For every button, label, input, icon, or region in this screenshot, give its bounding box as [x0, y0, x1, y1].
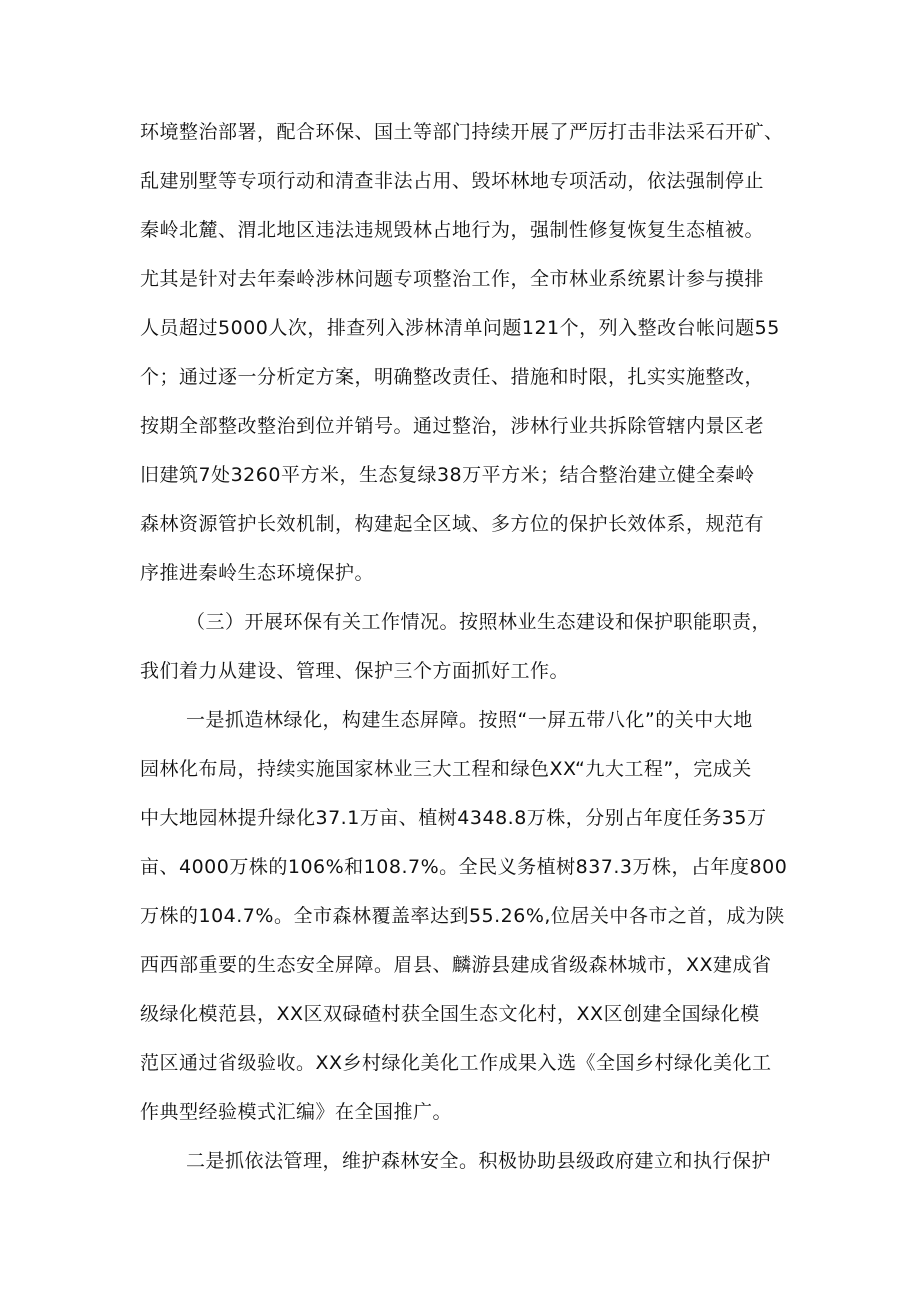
section-heading-line: （三）开展环保有关工作情况。按照林业生态建设和保护职能职责， — [186, 611, 772, 633]
paragraph-start-line: 二是抓依法管理，维护森林安全。积极协助县级政府建立和执行保护 — [186, 1150, 772, 1172]
text-line: 乱建别墅等专项行动和清查非法占用、毁坏林地专项活动，依法强制停止 — [140, 170, 765, 192]
text-line: 秦岭北麓、渭北地区违法违规毁林占地行为，强制性修复恢复生态植被。 — [140, 219, 765, 241]
text-line: 序推进秦岭生态环境保护。 — [140, 562, 375, 584]
text-line: 作典型经验模式汇编》在全国推广。 — [140, 1101, 453, 1123]
text-line: 按期全部整改整治到位并销号。通过整治，涉林行业共拆除管辖内景区老 — [140, 415, 765, 437]
text-line: 西西部重要的生态安全屏障。眉县、麟游县建成省级森林城市，XX建成省 — [140, 954, 772, 976]
text-line: 园林化布局，持续实施国家林业三大工程和绿色XX“九大工程”，完成关 — [140, 758, 752, 780]
text-line: 环境整治部署，配合环保、国土等部门持续开展了严厉打击非法采石开矿、 — [140, 121, 784, 143]
text-line: 中大地园林提升绿化37.1万亩、植树4348.8万株，分别占年度任务35万 — [140, 807, 767, 829]
text-line: 我们着力从建设、管理、保护三个方面抓好工作。 — [140, 660, 570, 682]
text-line: 森林资源管护长效机制，构建起全区域、多方位的保护长效体系，规范有 — [140, 513, 765, 535]
paragraph-start-line: 一是抓造林绿化，构建生态屏障。按照“一屏五带八化”的关中大地 — [186, 709, 753, 731]
text-line: 旧建筑7处3260平方米，生态复绿38万平方米；结合整治建立健全秦岭 — [140, 464, 755, 486]
text-line: 人员超过5000人次，排查列入涉林清单问题121个，列入整改台帐问题55 — [140, 317, 780, 339]
text-line: 万株的104.7%。全市森林覆盖率达到55.26%,位居关中各市之首，成为陕 — [140, 905, 785, 927]
text-line: 范区通过省级验收。XX乡村绿化美化工作成果入选《全国乡村绿化美化工 — [140, 1052, 772, 1074]
text-line: 尤其是针对去年秦岭涉林问题专项整治工作，全市林业系统累计参与摸排 — [140, 268, 765, 290]
text-line: 级绿化模范县，XX区双碌碴村获全国生态文化村，XX区创建全国绿化模 — [140, 1003, 760, 1025]
text-line: 亩、4000万株的106%和108.7%。全民义务植树837.3万株，占年度800 — [140, 856, 788, 878]
text-line: 个；通过逐一分析定方案，明确整改责任、措施和时限，扎实实施整改， — [140, 366, 765, 388]
